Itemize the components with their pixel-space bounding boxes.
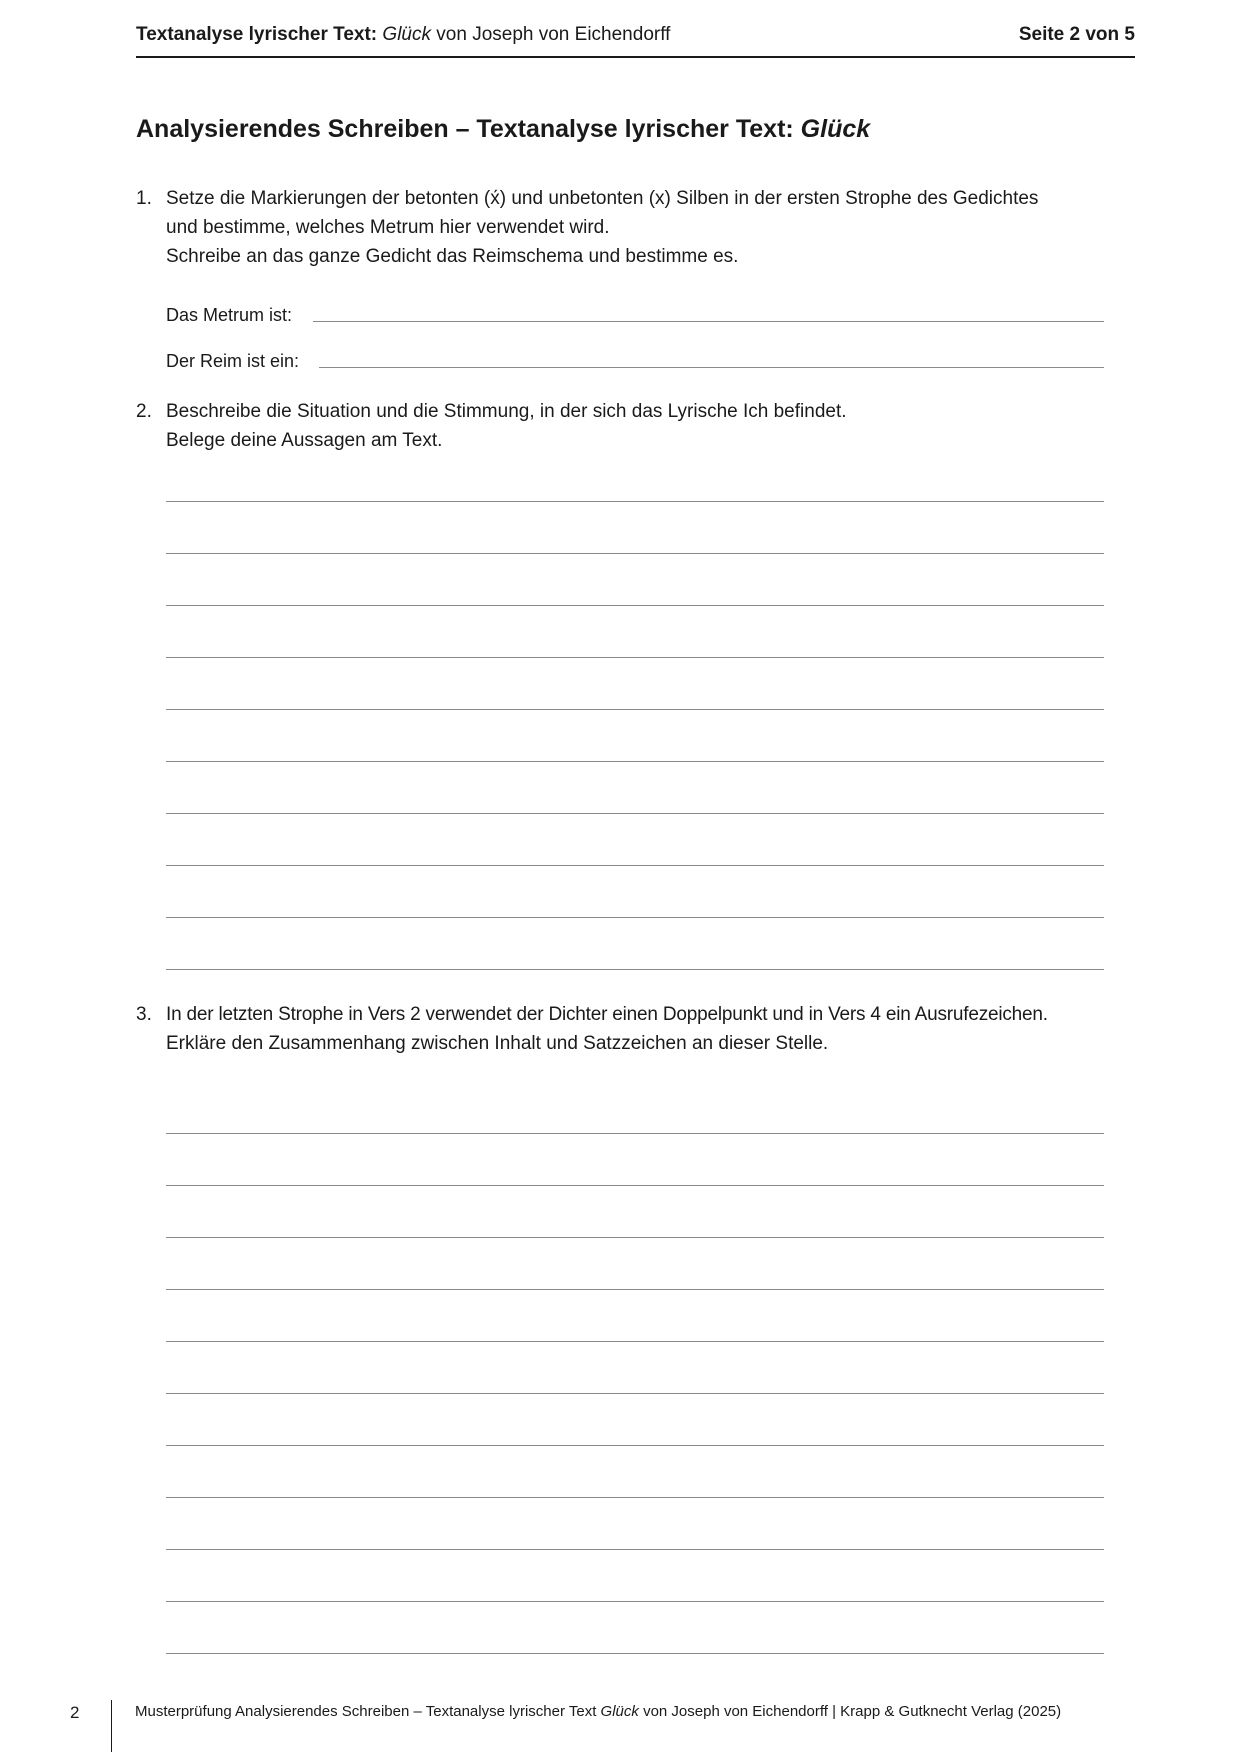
task-2-line-1: Beschreibe die Situation und die Stimmung, in der sich das Lyrische Ich befindet. xyxy=(166,401,847,422)
task-2-answer-line[interactable] xyxy=(166,761,1104,762)
reim-field-label: Der Reim ist ein: xyxy=(166,351,300,371)
footer-text-prefix: Musterprüfung Analysierendes Schreiben – Textanalyse lyrischer Text xyxy=(135,1703,597,1720)
task-3-number: 3. xyxy=(136,1004,152,1025)
task-3-answer-line[interactable] xyxy=(166,1653,1104,1654)
task-2-answer-line[interactable] xyxy=(166,813,1104,814)
task-3-answer-line[interactable] xyxy=(166,1497,1104,1498)
task-3-answer-line[interactable] xyxy=(166,1237,1104,1238)
page-header xyxy=(136,22,1135,58)
page-title xyxy=(136,115,870,144)
task-2-answer-line[interactable] xyxy=(166,553,1104,554)
task-2-answer-line[interactable] xyxy=(166,657,1104,658)
task-2-answer-line[interactable] xyxy=(166,969,1104,970)
header-title-suffix: von Joseph von Eichendorff xyxy=(436,24,671,45)
task-2-answer-line[interactable] xyxy=(166,709,1104,710)
task-1-line-2: und bestimme, welches Metrum hier verwendet wird. xyxy=(166,217,610,238)
task-1-line-3: Schreibe an das ganze Gedicht das Reimschema und bestimme es. xyxy=(166,246,739,267)
task-3-answer-line[interactable] xyxy=(166,1185,1104,1186)
task-3-answer-line[interactable] xyxy=(166,1549,1104,1550)
task-2-answer-line[interactable] xyxy=(166,501,1104,502)
task-2-answer-line[interactable] xyxy=(166,605,1104,606)
footer-separator: | xyxy=(832,1703,836,1720)
task-2-number: 2. xyxy=(136,401,152,422)
metrum-field xyxy=(166,300,298,326)
footer-text-suffix: von Joseph von Eichendorff xyxy=(643,1703,828,1720)
task-3-line-2: Erkläre den Zusammenhang zwischen Inhalt und Satzzeichen an dieser Stelle. xyxy=(166,1033,829,1054)
task-3-answer-line[interactable] xyxy=(166,1133,1104,1134)
task-1-line-1: Setze die Markierungen der betonten (x́) und unbetonten (x) Silben in der ersten Strophe des Gedichtes xyxy=(166,188,1039,209)
header-page-label: Seite 2 von 5 xyxy=(1018,24,1135,45)
task-3-answer-line[interactable] xyxy=(166,1601,1104,1602)
task-3-answer-line[interactable] xyxy=(166,1341,1104,1342)
page-title-work: Glück xyxy=(800,115,871,143)
reim-field xyxy=(166,346,305,372)
task-2 xyxy=(136,397,1136,455)
metrum-answer-line[interactable] xyxy=(313,321,1104,322)
task-1 xyxy=(136,184,1136,271)
header-title-prefix: Textanalyse lyrischer Text: xyxy=(136,24,378,45)
task-3-answer-line[interactable] xyxy=(166,1445,1104,1446)
task-3-answer-line[interactable] xyxy=(166,1289,1104,1290)
task-3-text xyxy=(166,1000,1136,1058)
header-title xyxy=(136,24,670,46)
reim-answer-line[interactable] xyxy=(319,367,1104,368)
metrum-field-label: Das Metrum ist: xyxy=(166,305,293,325)
task-3-line-1: In der letzten Strophe in Vers 2 verwendet der Dichter einen Doppelpunkt und in Vers 4 ein Ausrufezeichen. xyxy=(166,1004,1048,1025)
header-title-work: Glück xyxy=(382,24,431,45)
task-3-answer-line[interactable] xyxy=(166,1393,1104,1394)
task-3 xyxy=(136,1000,1136,1058)
task-2-text xyxy=(166,397,1136,455)
footer-publisher: Krapp & Gutknecht Verlag (2025) xyxy=(840,1703,1062,1720)
footer-divider xyxy=(111,1700,112,1752)
footer-text-work: Glück xyxy=(600,1703,639,1720)
task-2-answer-line[interactable] xyxy=(166,917,1104,918)
task-2-answer-line[interactable] xyxy=(166,865,1104,866)
page-title-prefix: Analysierendes Schreiben – Textanalyse lyrischer Text: xyxy=(136,115,794,143)
footer-page-number: 2 xyxy=(70,1703,80,1722)
task-1-text xyxy=(166,184,1136,271)
task-1-number: 1. xyxy=(136,188,152,209)
task-2-line-2: Belege deine Aussagen am Text. xyxy=(166,430,443,451)
footer-text xyxy=(135,1703,1061,1720)
